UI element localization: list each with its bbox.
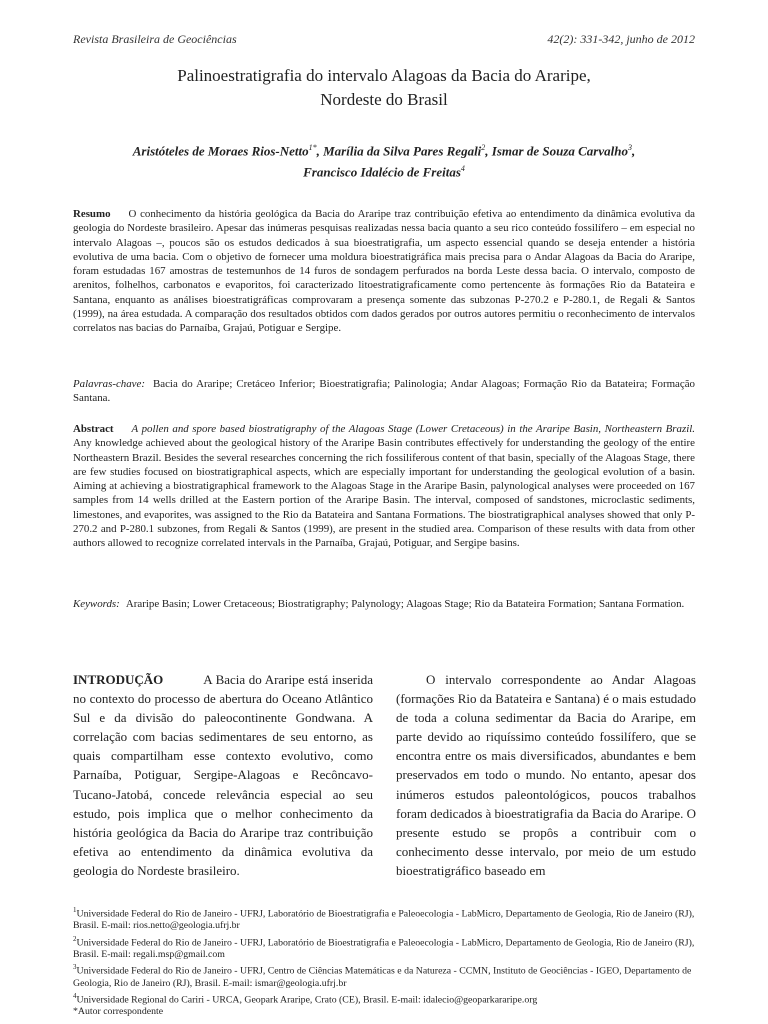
- author-3-affil: 3: [627, 143, 632, 152]
- author-1: Aristóteles de Moraes Rios-Netto: [132, 143, 309, 159]
- intro-heading: INTRODUÇÃO: [73, 672, 164, 687]
- resumo-text: O conhecimento da história geológica da Bacia do Araripe traz contribuição efetiva ao entendimento da dinâmica evolutiva da geologia do Nordeste brasileiro. Apesar das inúmeras pesquisas realizadas nessa bacia quanto a seu rico conteúdo fossilífero – em especial no intervalo Alagoas –, poucos são os estudos dedicados à sua bioestratigrafia, um aspecto essencial quando se deseja entender a história evolutiva de uma bacia. Com o objetivo de fornecer uma moldura bioestratigráfica mais precisa para o Andar Alagoas da Bacia do Araripe, foram estudadas 167 amostras de testemunhos de 14 furos de sondagem perfurados na borda Leste dessa bacia. O intervalo, composto de arenitos, folhelhos, carbonatos e evaporitos, foi caracterizado litoestratigraficamente como pertencente às formações Rio da Batateira e Santana, enquanto as análises bioestratigráficas comprovaram a presença somente das subzonas P-270.2 e P-280.1, de Regali & Santos (1999), na área estudada. A comparação dos resultados obtidos com dados gerados por outros autores permitiu o reconhecimento de intervalos correlatos nas bacias do Parnaíba, Grajaú, Potiguar e Sergipe.: [73, 208, 695, 335]
- paper-title: [73, 64, 695, 112]
- resumo-label: Resumo: [73, 208, 111, 220]
- footnotes: [73, 904, 695, 1019]
- author-1-affil: 1*: [308, 143, 317, 152]
- resumo-section: [73, 207, 695, 336]
- abstract-title: A pollen and spore based biostratigraphy of the Alagoas Stage (Lower Cretaceous) in the Araripe Basin, Northeastern Brazil.: [131, 423, 695, 435]
- intro-left-text: A Bacia do Araripe está inserida no contexto do processo de abertura do Oceano Atlântico Sul e da divisão do paleocontinente Gondwana. A correlação com bacias sedimentares de seu entorno, as quais compartilham esse contexto evolutivo, como Parnaíba, Potiguar, Sergipe-Alagoas e Recôncavo-Tucano-Jatobá, concede relevância especial ao seu estudo, pois implica que o melhor conhecimento da história geológica da Bacia do Araripe traz contribuição efetiva ao entendimento da dinâmica evolutiva da geologia do Nordeste brasileiro.: [73, 672, 373, 878]
- author-2: Marília da Silva Pares Regali: [323, 143, 482, 159]
- footnote-2: $^2$Universidade Federal do Rio de Janeiro - UFRJ, Laboratório de Bioestratigrafia e Paleoecologia - LabMicro, Departamento de Geologia, Rio de Janeiro (RJ), Brasil. E-mail: regali.msp@gmail.com: [73, 934, 695, 961]
- journal-name: Revista Brasileira de Geociências: [73, 32, 237, 46]
- palavras-chave-label: Palavras-chave:: [73, 378, 145, 390]
- abstract-label: Abstract: [73, 423, 114, 435]
- keywords-text: Araripe Basin; Lower Cretaceous; Biostratigraphy; Palynology; Alagoas Stage; Rio da Batateira Formation; Santana Formation.: [125, 598, 685, 610]
- intro-right-text: O intervalo correspondente ao Andar Alagoas (formações Rio da Batateira e Santana) é o mais estudado de toda a coluna sedimentar da Bacia do Araripe, em parte devido ao riquíssimo conteúdo fossilífero, que se encontra entre os mais diversificados, abundantes e bem preservados em todo o mundo. No entanto, apesar dos inúmeros estudos paleontológicos, poucos trabalhos foram dedicados à bioestratigrafia da Bacia do Araripe. O presente estudo se propôs a contribuir com o conhecimento desse intervalo, por meio de um estudo bioestratigráfico baseado em: [396, 672, 696, 878]
- issue-info: 42(2): 331-342, junho de 2012: [547, 32, 695, 46]
- abstract-section: [73, 422, 695, 551]
- author-4-affil: 4: [460, 164, 465, 174]
- footnote-1: $^1$Universidade Federal do Rio de Janeiro - UFRJ, Laboratório de Bioestratigrafia e Paleoecologia - LabMicro, Departamento de Geologia, Rio de Janeiro (RJ), Brasil. E-mail: rios.netto@geologia.ufrj.br: [73, 906, 695, 932]
- running-header: [73, 32, 695, 50]
- author-4: Francisco Idalécio de Freitas: [303, 164, 461, 180]
- footnote-corresponding: *Autor correspondente: [73, 1006, 164, 1018]
- title-line-1: Palinoestratigrafia do intervalo Alagoas da Bacia do Araripe,: [177, 66, 591, 85]
- author-list: Aristóteles de Moraes Rios-Netto$^{1*}$, Marília da Silva Pares Regali$^2$, Ismar de Souza Carvalho$^3$, Francisco Idalécio de Freitas$^4$: [132, 143, 636, 180]
- abstract-text: Any knowledge achieved about the geological history of the Araripe Basin contributes effectively for understanding the geology of the entire Northeastern Brazil. Besides the several researches concerning the rich fossiliferous content of that basin, specially of the Alagoas Stage, there are few studies focused on biostratigraphical aspects, which are especially important for understanding the geological evolution of a basin. Aiming at achieving a biostratigraphical framework to the Alagoas Stage in the Araripe Basin, palynological analyses were proceeded on 167 samples from 14 wells drilled at the Eastern portion of the Araripe Basin. The interval, composed of sandstones, microclastic sediments, limestones, and evaporites, was assigned to the Rio da Batateira and Santana Formations. The biostratigraphical analyses showed that only P-270.2 and P-280.1 subzones, from Regali & Santos (1999), are present in the studied area. Comparison of these results with data from other authors allowed to recognize correlated intervals in the Parnaíba, Grajaú, Potiguar, and Sergipe basins.: [73, 437, 695, 550]
- author-2-affil: 2: [481, 143, 486, 152]
- title-line-2: Nordeste do Brasil: [320, 90, 448, 109]
- keywords-section: [73, 597, 695, 611]
- palavras-chave-text: Bacia do Araripe; Cretáceo Inferior; Bioestratigrafia; Palinologia; Andar Alagoas; Formação Rio da Batateira; Formação Santana.: [73, 378, 695, 405]
- footnote-4: $^4$Universidade Regional do Cariri - URCA, Geopark Araripe, Crato (CE), Brasil. E-mail: idalecio@geoparkararipe.org: [73, 992, 538, 1006]
- intro-right-column: [396, 670, 696, 880]
- author-3: Ismar de Souza Carvalho: [491, 143, 628, 159]
- keywords-label: Keywords:: [73, 598, 120, 610]
- palavras-chave-section: [73, 377, 695, 406]
- intro-left-column: [73, 670, 373, 880]
- footnote-3: $^3$Universidade Federal do Rio de Janeiro - UFRJ, Centro de Ciências Matemáticas e da Natureza - CCMN, Instituto de Geociências - IGEO, Departamento de Geologia, Rio de Janeiro (RJ), Brasil. E-mail: ismar@geologia.ufrj.br: [73, 963, 692, 989]
